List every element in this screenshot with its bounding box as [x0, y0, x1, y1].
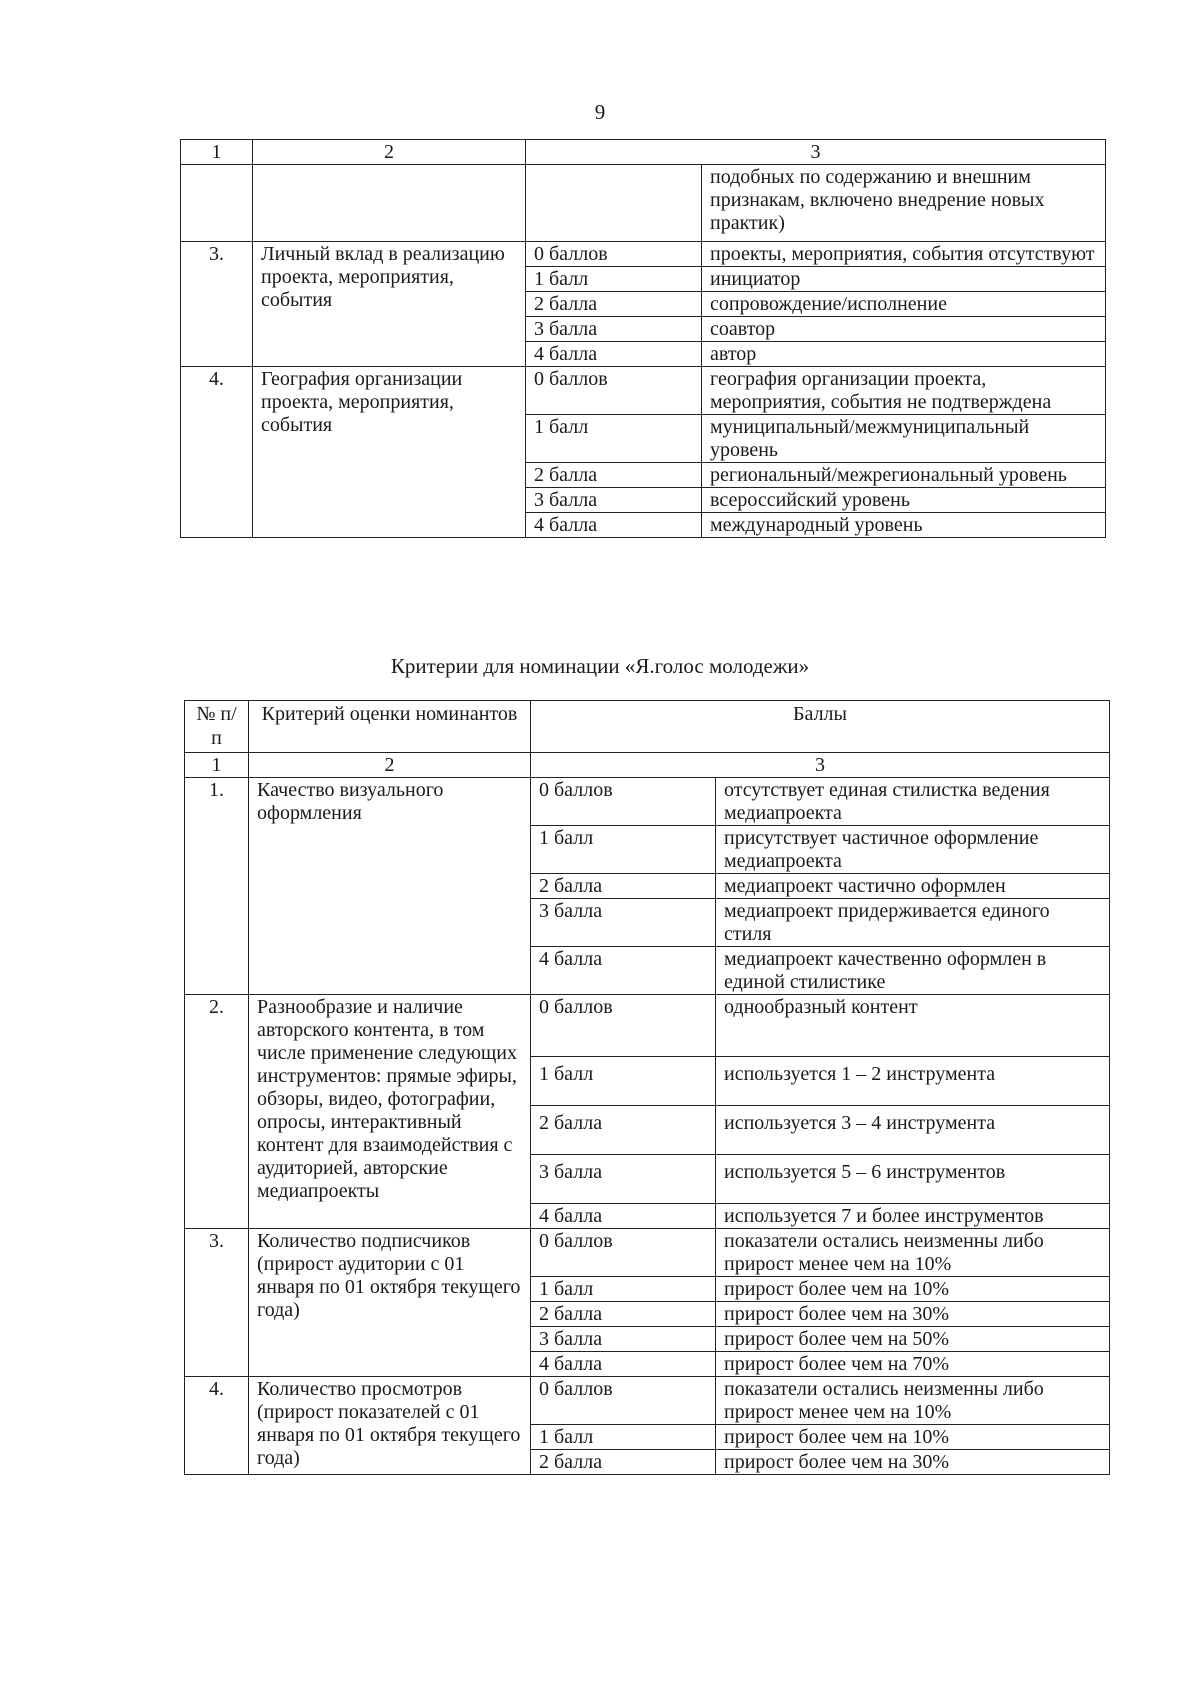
score-cell: 0 баллов — [531, 1229, 716, 1277]
column-number-1: 1 — [185, 753, 249, 778]
score-cell: 4 балла — [531, 1352, 716, 1377]
score-cell: 2 балла — [526, 463, 702, 488]
criteria-table-continued — [180, 139, 1106, 538]
table-row — [185, 1377, 1110, 1425]
score-description: прирост более чем на 10% — [716, 1425, 1110, 1450]
score-description: инициатор — [702, 267, 1106, 292]
criterion-number: 4. — [181, 367, 253, 538]
column-number-2: 2 — [249, 753, 531, 778]
score-cell: 4 балла — [531, 1204, 716, 1229]
criterion-number: 3. — [181, 242, 253, 367]
criterion-number: 4. — [185, 1377, 249, 1475]
score-description: используется 3 – 4 инструмента — [716, 1106, 1110, 1155]
continuation-text: подобных по содержанию и внешним признакам, включено внедрение новых практик) — [702, 165, 1106, 242]
table-row — [181, 242, 1106, 267]
score-cell: 3 балла — [531, 1155, 716, 1204]
score-cell: 1 балл — [531, 1277, 716, 1302]
score-cell: 4 балла — [526, 342, 702, 367]
score-cell: 0 баллов — [531, 1377, 716, 1425]
table-row — [185, 778, 1110, 826]
score-description: однообразный контент — [716, 995, 1110, 1057]
criterion-number: 3. — [185, 1229, 249, 1377]
criterion-text: География организации проекта, мероприятия, события — [253, 367, 526, 538]
score-cell: 1 балл — [531, 1057, 716, 1106]
score-cell: 4 балла — [526, 513, 702, 538]
criterion-text: Качество визуального оформления — [249, 778, 531, 995]
score-description: показатели остались неизменны либо прирост менее чем на 10% — [716, 1229, 1110, 1277]
column-number-row — [181, 140, 1106, 165]
criteria-table-voice-of-youth — [184, 700, 1110, 1475]
score-description: региональный/межрегиональный уровень — [702, 463, 1106, 488]
header-points: Баллы — [531, 701, 1110, 753]
score-description: прирост более чем на 70% — [716, 1352, 1110, 1377]
score-description: прирост более чем на 10% — [716, 1277, 1110, 1302]
score-cell: 2 балла — [531, 1302, 716, 1327]
criterion-text: Количество просмотров (прирост показателей с 01 января по 01 октября текущего года) — [249, 1377, 531, 1475]
column-number-3: 3 — [526, 140, 1106, 165]
column-number-row — [185, 753, 1110, 778]
criterion-number: 1. — [185, 778, 249, 995]
score-cell: 2 балла — [526, 292, 702, 317]
score-cell: 0 баллов — [531, 995, 716, 1057]
score-description: присутствует частичное оформление медиапроекта — [716, 826, 1110, 874]
score-cell: 3 балла — [526, 317, 702, 342]
score-description: сопровождение/исполнение — [702, 292, 1106, 317]
page-number: 9 — [594, 100, 606, 124]
score-description: автор — [702, 342, 1106, 367]
score-description: медиапроект придерживается единого стиля — [716, 899, 1110, 947]
score-cell: 2 балла — [531, 1106, 716, 1155]
score-cell: 4 балла — [531, 947, 716, 995]
score-description: медиапроект качественно оформлен в единой стилистике — [716, 947, 1110, 995]
continuation-row — [181, 165, 1106, 242]
header-criterion: Критерий оценки номинантов — [249, 701, 531, 753]
score-description: отсутствует единая стилистка ведения медиапроекта — [716, 778, 1110, 826]
criterion-text: Разнообразие и наличие авторского контента, в том числе применение следующих инструментов: прямые эфиры, обзоры, видео, фотографии, опросы, интерактивный контент для взаимодействия с аудиторией, авторские медиапроекты — [249, 995, 531, 1229]
criterion-text: Количество подписчиков (прирост аудитории с 01 января по 01 октября текущего года) — [249, 1229, 531, 1377]
score-description: показатели остались неизменны либо прирост менее чем на 10% — [716, 1377, 1110, 1425]
score-description: география организации проекта, мероприятия, события не подтверждена — [702, 367, 1106, 415]
score-cell: 2 балла — [531, 1450, 716, 1475]
score-description: проекты, мероприятия, события отсутствуют — [702, 242, 1106, 267]
score-description: соавтор — [702, 317, 1106, 342]
table-row — [185, 995, 1110, 1057]
column-number-3: 3 — [531, 753, 1110, 778]
score-cell: 1 балл — [531, 826, 716, 874]
score-cell: 0 баллов — [531, 778, 716, 826]
table-header-row — [185, 701, 1110, 753]
criterion-number: 2. — [185, 995, 249, 1229]
score-description: используется 7 и более инструментов — [716, 1204, 1110, 1229]
column-number-1: 1 — [181, 140, 253, 165]
criterion-text: Личный вклад в реализацию проекта, мероприятия, события — [253, 242, 526, 367]
score-cell: 1 балл — [531, 1425, 716, 1450]
score-description: прирост более чем на 30% — [716, 1450, 1110, 1475]
score-cell: 3 балла — [531, 1327, 716, 1352]
score-description: медиапроект частично оформлен — [716, 874, 1110, 899]
score-description: прирост более чем на 50% — [716, 1327, 1110, 1352]
score-description: используется 1 – 2 инструмента — [716, 1057, 1110, 1106]
header-number: № п/п — [185, 701, 249, 753]
score-cell: 1 балл — [526, 267, 702, 292]
score-cell: 2 балла — [531, 874, 716, 899]
score-description: всероссийский уровень — [702, 488, 1106, 513]
column-number-2: 2 — [253, 140, 526, 165]
score-description: прирост более чем на 30% — [716, 1302, 1110, 1327]
score-cell: 3 балла — [526, 488, 702, 513]
score-cell: 0 баллов — [526, 242, 702, 267]
score-cell: 0 баллов — [526, 367, 702, 415]
score-cell: 3 балла — [531, 899, 716, 947]
score-description: муниципальный/межмуниципальный уровень — [702, 415, 1106, 463]
table-row — [185, 1229, 1110, 1277]
score-description: международный уровень — [702, 513, 1106, 538]
section-caption: Критерии для номинации «Я.голос молодежи» — [390, 654, 810, 678]
score-cell: 1 балл — [526, 415, 702, 463]
table-row — [181, 367, 1106, 415]
score-description: используется 5 – 6 инструментов — [716, 1155, 1110, 1204]
